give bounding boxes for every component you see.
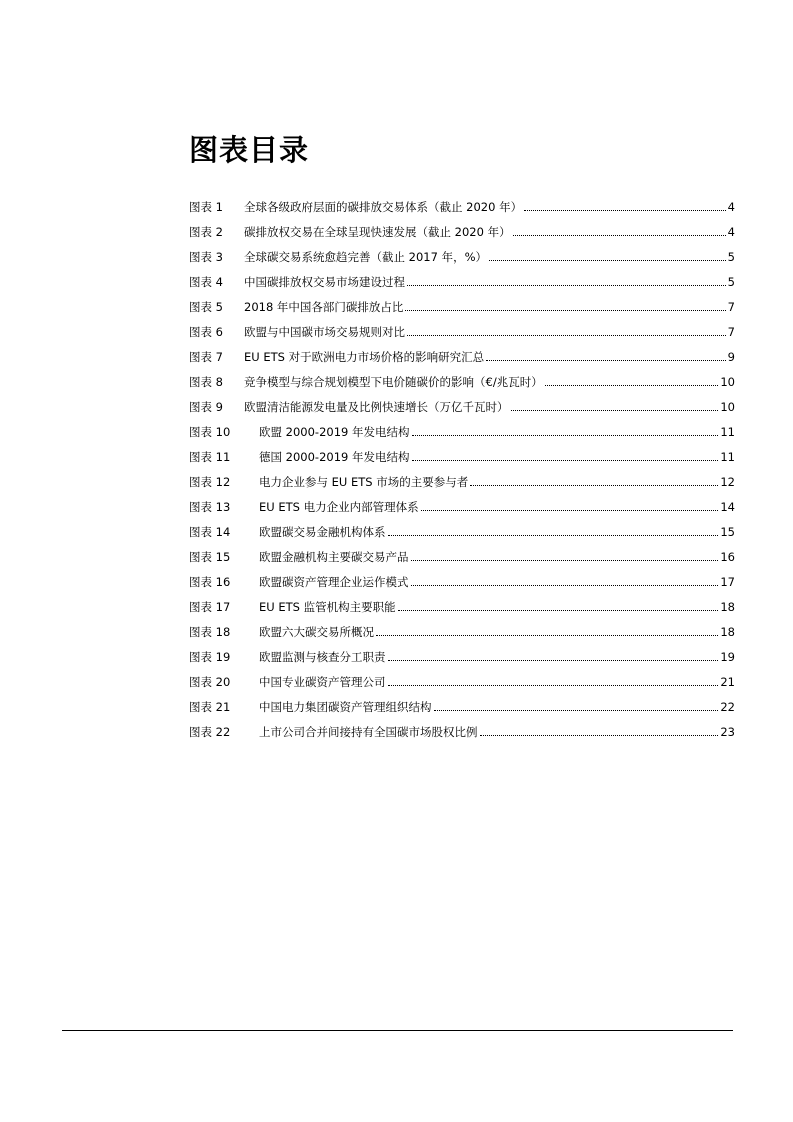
toc-entry-page: 14 [720,500,735,514]
toc-entry-page: 5 [727,275,735,289]
toc-entry-text: 中国电力集团碳资产管理组织结构 [259,700,432,714]
toc-entry-page: 18 [720,600,735,614]
toc-entry[interactable] [189,665,735,690]
toc-entry-text: 全球碳交易系统愈趋完善（截止 2017 年，%） [244,250,488,264]
toc-entry-page: 23 [720,725,735,739]
toc-title: 图表目录 [189,133,310,167]
toc-entry-label: 图表 7 [189,350,223,364]
toc-dot-leader [411,585,719,586]
toc-entry-label: 图表 18 [189,625,231,639]
toc-dot-leader [405,310,725,311]
toc-entry-page: 21 [720,675,735,689]
toc-entry[interactable] [189,615,735,640]
toc-dot-leader [412,460,719,461]
toc-entry-label: 图表 1 [189,200,223,214]
toc-entry-page: 18 [720,625,735,639]
toc-entry-text: 2018 年中国各部门碳排放占比 [244,300,404,314]
toc-entry-text: 欧盟碳交易金融机构体系 [259,525,386,539]
toc-entry-label: 图表 16 [189,575,231,589]
toc-entry-page: 12 [720,475,735,489]
toc-entry-label: 图表 12 [189,475,231,489]
toc-entry-label: 图表 4 [189,275,223,289]
toc-entry-label: 图表 2 [189,225,223,239]
toc-entry[interactable] [189,515,735,540]
toc-entry[interactable] [189,490,735,515]
toc-entry-label: 图表 14 [189,525,231,539]
toc-dot-leader [388,660,719,661]
toc-entry-text: 中国专业碳资产管理公司 [259,675,386,689]
toc-dot-leader [434,710,719,711]
toc-entry-page: 10 [720,400,735,414]
toc-dot-leader [388,685,719,686]
toc-dot-leader [376,635,718,636]
toc-entry[interactable] [189,440,735,465]
toc-entry-page: 22 [720,700,735,714]
toc-entry-text: 碳排放权交易在全球呈现快速发展（截止 2020 年） [244,225,511,239]
toc-entry-page: 15 [720,525,735,539]
toc-entry[interactable] [189,690,735,715]
toc-entry-text: 竞争模型与综合规划模型下电价随碳价的影响（€/兆瓦时） [244,375,543,389]
toc-entry[interactable] [189,415,735,440]
toc-entry[interactable] [189,215,735,240]
toc-entry-text: 中国碳排放权交易市场建设过程 [244,275,405,289]
toc-entry[interactable] [189,540,735,565]
toc-entry-page: 7 [727,300,735,314]
toc-entry[interactable] [189,340,735,365]
toc-entry-text: 欧盟清洁能源发电量及比例快速增长（万亿千瓦时） [244,400,509,414]
toc-entry[interactable] [189,315,735,340]
toc-dot-leader [407,335,726,336]
toc-entry[interactable] [189,390,735,415]
toc-dot-leader [545,385,719,386]
toc-entry-page: 4 [727,225,735,239]
toc-entry[interactable] [189,240,735,265]
toc-entry[interactable] [189,190,735,215]
toc-entry-label: 图表 13 [189,500,231,514]
toc-entry-text: 欧盟监测与核查分工职责 [259,650,386,664]
toc-entry-label: 图表 6 [189,325,223,339]
toc-entry-text: 欧盟六大碳交易所概况 [259,625,374,639]
toc-entry-page: 10 [720,375,735,389]
toc-entry[interactable] [189,715,735,740]
toc-entry-page: 9 [727,350,735,364]
toc-entry-text: 电力企业参与 EU ETS 市场的主要参与者 [259,475,469,489]
toc-entry[interactable] [189,590,735,615]
toc-entry[interactable] [189,565,735,590]
toc-dot-leader [407,285,726,286]
toc-entry-text: EU ETS 电力企业内部管理体系 [259,500,419,514]
toc-entry-label: 图表 8 [189,375,223,389]
toc-entry-label: 图表 22 [189,725,231,739]
toc-entry-label: 图表 17 [189,600,231,614]
toc-entry-text: EU ETS 监管机构主要职能 [259,600,396,614]
toc-list [189,190,735,740]
toc-entry-page: 16 [720,550,735,564]
toc-entry-label: 图表 10 [189,425,231,439]
toc-entry-label: 图表 15 [189,550,231,564]
toc-dot-leader [470,485,718,486]
toc-entry-page: 7 [727,325,735,339]
toc-entry-page: 4 [727,200,735,214]
toc-entry-page: 11 [720,425,735,439]
toc-dot-leader [388,535,719,536]
toc-entry-text: 上市公司合并间接持有全国碳市场股权比例 [259,725,478,739]
toc-entry-text: 欧盟与中国碳市场交易规则对比 [244,325,405,339]
toc-entry-page: 11 [720,450,735,464]
toc-entry-page: 5 [727,250,735,264]
toc-entry-label: 图表 19 [189,650,231,664]
toc-entry-label: 图表 3 [189,250,223,264]
toc-entry-label: 图表 5 [189,300,223,314]
toc-dot-leader [489,260,726,261]
toc-entry[interactable] [189,290,735,315]
toc-dot-leader [511,410,719,411]
toc-entry[interactable] [189,365,735,390]
toc-entry-text: 全球各级政府层面的碳排放交易体系（截止 2020 年） [244,200,523,214]
toc-entry[interactable] [189,465,735,490]
toc-dot-leader [524,210,726,211]
toc-entry-text: 欧盟金融机构主要碳交易产品 [259,550,409,564]
toc-entry-text: 德国 2000-2019 年发电结构 [259,450,410,464]
toc-entry-label: 图表 11 [189,450,231,464]
toc-entry-page: 19 [720,650,735,664]
toc-entry-text: 欧盟碳资产管理企业运作模式 [259,575,409,589]
toc-entry-text: 欧盟 2000-2019 年发电结构 [259,425,410,439]
toc-entry[interactable] [189,640,735,665]
toc-dot-leader [412,435,719,436]
toc-entry-text: EU ETS 对于欧洲电力市场价格的影响研究汇总 [244,350,485,364]
toc-dot-leader [411,560,719,561]
footer-divider [62,1030,733,1031]
toc-dot-leader [513,235,726,236]
toc-dot-leader [480,735,719,736]
toc-entry-label: 图表 21 [189,700,231,714]
toc-entry-label: 图表 9 [189,400,223,414]
toc-entry-page: 17 [720,575,735,589]
toc-dot-leader [398,610,719,611]
toc-entry-label: 图表 20 [189,675,231,689]
toc-dot-leader [421,510,719,511]
toc-dot-leader [486,360,726,361]
toc-entry[interactable] [189,265,735,290]
